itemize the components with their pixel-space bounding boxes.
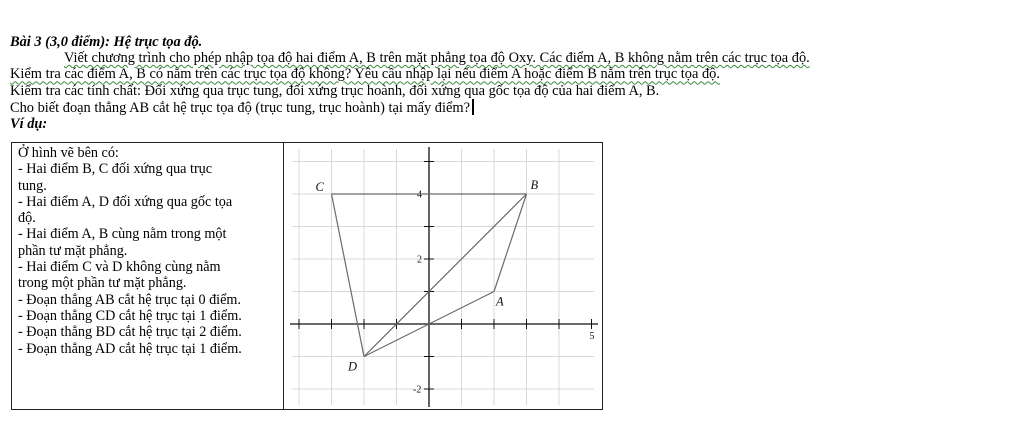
example-line: - Hai điểm A, D đối xứng qua gốc tọa <box>18 193 233 210</box>
point-label-c: C <box>315 180 324 194</box>
example-line: Ở hình vẽ bên có: <box>18 145 119 161</box>
window-top-area <box>0 0 1024 26</box>
paragraph-3-text: Kiểm tra các tính chất: Đối xứng qua trục tung, đối xứng trục hoành, đối xứng qua gốc tọa độ của hai điểm A, B. <box>10 82 660 99</box>
paragraph-2-text: Kiểm tra các điểm A, B có nằm trên các trục tọa độ không? Yêu cầu nhập lại nếu điểm A hoặc điểm B nằm trên trục tọa độ. <box>10 66 720 83</box>
example-line: trong một phần tư mặt phẳng. <box>18 275 187 292</box>
example-line: - Đoạn thẳng AB cắt hệ trục tại 0 điểm. <box>18 291 241 308</box>
example-line: - Hai điểm C và D không cùng nằm <box>18 259 221 276</box>
segment-bd <box>364 194 527 357</box>
document-body[interactable] <box>10 34 1010 132</box>
example-line: tung. <box>18 177 47 194</box>
example-line: độ. <box>18 210 36 227</box>
example-line: phần tư mặt phẳng. <box>18 242 128 259</box>
point-label-b: B <box>530 178 539 192</box>
paragraph-3 <box>10 83 1010 99</box>
example-label: Ví dụ: <box>10 116 48 133</box>
y-tick-label: -2 <box>413 384 422 396</box>
text-cursor <box>472 99 474 115</box>
exercise-title: Bài 3 (3,0 điểm): Hệ trục tọa độ. <box>10 34 203 50</box>
paragraph-1 <box>10 50 1010 66</box>
paragraph-4-text: Cho biết đoạn thẳng AB cắt hệ trục tọa độ (trục tung, trục hoành) tại mấy điểm? <box>10 99 470 116</box>
example-description-cell <box>12 143 284 409</box>
example-table <box>11 142 603 410</box>
example-graph-cell <box>284 143 602 409</box>
example-line: - Đoạn thẳng BD cắt hệ trục tại 2 điểm. <box>18 324 242 341</box>
paragraph-2 <box>10 66 1010 82</box>
point-label-d: D <box>348 359 358 374</box>
y-tick-label: 4 <box>417 189 422 201</box>
example-line: - Đoạn thẳng AD cắt hệ trục tại 1 điểm. <box>18 340 242 357</box>
example-line: - Đoạn thẳng CD cắt hệ trục tại 1 điểm. <box>18 307 242 324</box>
example-line: - Hai điểm A, B cùng nằm trong một <box>18 226 227 243</box>
paragraph-1-text: Viết chương trình cho phép nhập tọa độ hai điểm A, B trên mặt phẳng tọa độ Oxy. Các điểm A, B không nằm trên các trục tọa độ. <box>64 50 810 67</box>
paragraph-4 <box>10 99 1010 116</box>
example-line: - Hai điểm B, C đối xứng qua trục <box>18 161 213 178</box>
segment-dc <box>332 194 365 357</box>
y-tick-label: 2 <box>417 254 422 266</box>
coordinate-graph <box>284 143 602 409</box>
example-description <box>18 145 242 357</box>
point-label-a: A <box>496 294 504 309</box>
x-tick-label: 5 <box>589 331 595 342</box>
segment-ba <box>494 194 527 292</box>
